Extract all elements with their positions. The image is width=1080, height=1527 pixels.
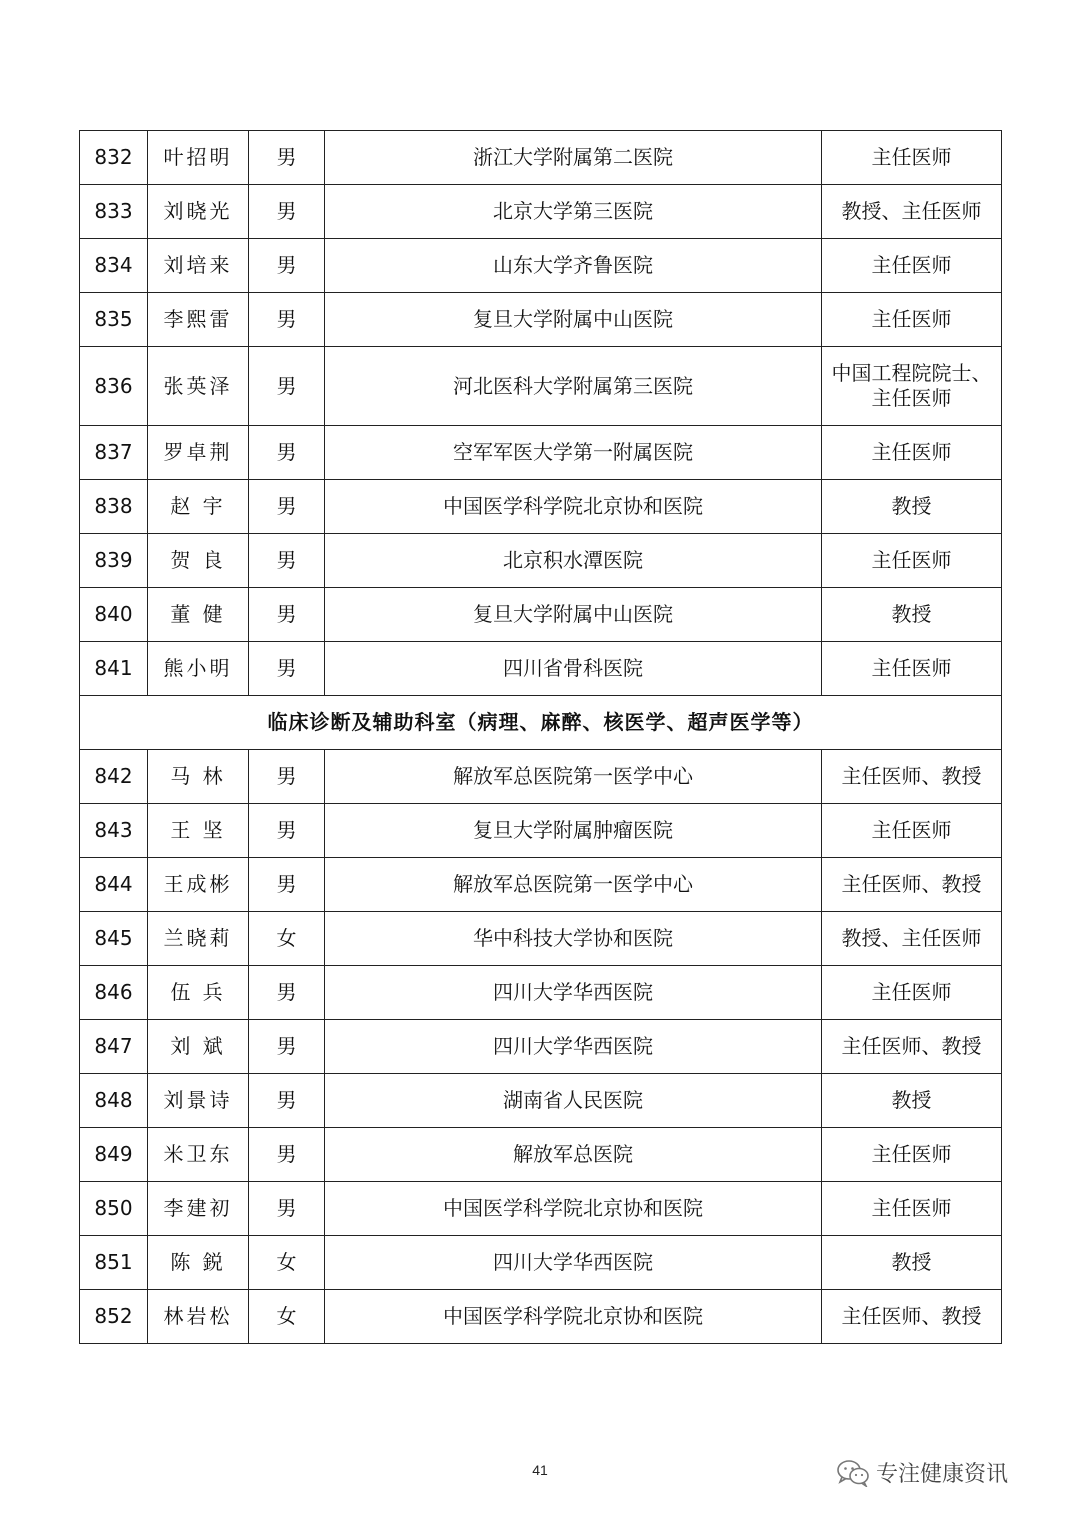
cell-number: 838 bbox=[80, 480, 148, 534]
table-row bbox=[80, 642, 1002, 696]
cell-name: 李建初 bbox=[148, 1182, 249, 1236]
cell-gender: 女 bbox=[249, 1290, 325, 1344]
cell-name: 赵 宇 bbox=[148, 480, 249, 534]
table-row bbox=[80, 131, 1002, 185]
table-row bbox=[80, 912, 1002, 966]
cell-gender: 男 bbox=[249, 239, 325, 293]
cell-number: 834 bbox=[80, 239, 148, 293]
table-row bbox=[80, 1074, 1002, 1128]
table-row bbox=[80, 1020, 1002, 1074]
cell-name: 王成彬 bbox=[148, 858, 249, 912]
cell-title: 主任医师、教授 bbox=[822, 1020, 1002, 1074]
cell-number: 845 bbox=[80, 912, 148, 966]
cell-hospital: 四川省骨科医院 bbox=[325, 642, 822, 696]
cell-name: 陈 鋭 bbox=[148, 1236, 249, 1290]
cell-name: 罗卓荆 bbox=[148, 426, 249, 480]
cell-title: 主任医师 bbox=[822, 1128, 1002, 1182]
cell-hospital: 四川大学华西医院 bbox=[325, 1236, 822, 1290]
table-row bbox=[80, 588, 1002, 642]
cell-hospital: 解放军总医院第一医学中心 bbox=[325, 750, 822, 804]
cell-gender: 男 bbox=[249, 426, 325, 480]
doctor-list-table bbox=[79, 130, 1002, 1344]
table-row bbox=[80, 426, 1002, 480]
cell-name: 刘 斌 bbox=[148, 1020, 249, 1074]
cell-hospital: 复旦大学附属中山医院 bbox=[325, 293, 822, 347]
cell-title: 教授 bbox=[822, 1236, 1002, 1290]
cell-gender: 女 bbox=[249, 912, 325, 966]
cell-title: 主任医师、教授 bbox=[822, 1290, 1002, 1344]
table-row bbox=[80, 1236, 1002, 1290]
cell-hospital: 中国医学科学院北京协和医院 bbox=[325, 1290, 822, 1344]
page-number: 41 bbox=[532, 1462, 548, 1478]
cell-title: 主任医师 bbox=[822, 804, 1002, 858]
cell-gender: 男 bbox=[249, 966, 325, 1020]
cell-gender: 男 bbox=[249, 1020, 325, 1074]
cell-number: 842 bbox=[80, 750, 148, 804]
cell-number: 837 bbox=[80, 426, 148, 480]
table-row bbox=[80, 480, 1002, 534]
cell-title: 主任医师、教授 bbox=[822, 858, 1002, 912]
cell-name: 刘景诗 bbox=[148, 1074, 249, 1128]
cell-name: 米卫东 bbox=[148, 1128, 249, 1182]
table-row bbox=[80, 534, 1002, 588]
cell-name: 贺 良 bbox=[148, 534, 249, 588]
cell-gender: 男 bbox=[249, 185, 325, 239]
cell-number: 848 bbox=[80, 1074, 148, 1128]
cell-gender: 男 bbox=[249, 480, 325, 534]
cell-name: 叶招明 bbox=[148, 131, 249, 185]
cell-number: 843 bbox=[80, 804, 148, 858]
cell-gender: 男 bbox=[249, 293, 325, 347]
cell-number: 832 bbox=[80, 131, 148, 185]
cell-hospital: 解放军总医院第一医学中心 bbox=[325, 858, 822, 912]
watermark-text: 专注健康资讯 bbox=[876, 1462, 1009, 1487]
table-row bbox=[80, 750, 1002, 804]
cell-hospital: 中国医学科学院北京协和医院 bbox=[325, 1182, 822, 1236]
cell-name: 熊小明 bbox=[148, 642, 249, 696]
cell-number: 839 bbox=[80, 534, 148, 588]
table-row bbox=[80, 1182, 1002, 1236]
section-header-row bbox=[80, 696, 1002, 750]
table-row bbox=[80, 239, 1002, 293]
cell-title: 教授 bbox=[822, 588, 1002, 642]
cell-number: 841 bbox=[80, 642, 148, 696]
cell-number: 844 bbox=[80, 858, 148, 912]
cell-hospital: 北京大学第三医院 bbox=[325, 185, 822, 239]
cell-name: 兰晓莉 bbox=[148, 912, 249, 966]
table-row bbox=[80, 804, 1002, 858]
table-row bbox=[80, 185, 1002, 239]
cell-gender: 女 bbox=[249, 1236, 325, 1290]
cell-name: 马 林 bbox=[148, 750, 249, 804]
cell-name: 董 健 bbox=[148, 588, 249, 642]
cell-title: 教授、主任医师 bbox=[822, 185, 1002, 239]
cell-gender: 男 bbox=[249, 750, 325, 804]
cell-hospital: 浙江大学附属第二医院 bbox=[325, 131, 822, 185]
cell-title: 中国工程院院士、主任医师 bbox=[822, 347, 1002, 426]
cell-number: 833 bbox=[80, 185, 148, 239]
watermark bbox=[836, 1457, 1008, 1488]
cell-title: 教授 bbox=[822, 480, 1002, 534]
cell-hospital: 北京积水潭医院 bbox=[325, 534, 822, 588]
cell-title: 主任医师、教授 bbox=[822, 750, 1002, 804]
cell-hospital: 四川大学华西医院 bbox=[325, 966, 822, 1020]
cell-name: 王 坚 bbox=[148, 804, 249, 858]
cell-hospital: 解放军总医院 bbox=[325, 1128, 822, 1182]
cell-title: 主任医师 bbox=[822, 426, 1002, 480]
cell-gender: 男 bbox=[249, 804, 325, 858]
cell-title: 主任医师 bbox=[822, 534, 1002, 588]
cell-title: 主任医师 bbox=[822, 131, 1002, 185]
cell-gender: 男 bbox=[249, 858, 325, 912]
table-row bbox=[80, 1290, 1002, 1344]
cell-hospital: 山东大学齐鲁医院 bbox=[325, 239, 822, 293]
cell-gender: 男 bbox=[249, 347, 325, 426]
cell-title: 主任医师 bbox=[822, 1182, 1002, 1236]
cell-number: 847 bbox=[80, 1020, 148, 1074]
cell-gender: 男 bbox=[249, 1074, 325, 1128]
table-row bbox=[80, 858, 1002, 912]
wechat-icon bbox=[836, 1459, 870, 1487]
table-body bbox=[80, 131, 1002, 1344]
cell-hospital: 复旦大学附属肿瘤医院 bbox=[325, 804, 822, 858]
cell-title: 主任医师 bbox=[822, 966, 1002, 1020]
table-row bbox=[80, 1128, 1002, 1182]
cell-number: 851 bbox=[80, 1236, 148, 1290]
cell-title: 主任医师 bbox=[822, 239, 1002, 293]
cell-number: 850 bbox=[80, 1182, 148, 1236]
cell-name: 刘培来 bbox=[148, 239, 249, 293]
cell-gender: 男 bbox=[249, 1128, 325, 1182]
section-header: 临床诊断及辅助科室（病理、麻醉、核医学、超声医学等） bbox=[80, 696, 1002, 750]
cell-hospital: 四川大学华西医院 bbox=[325, 1020, 822, 1074]
cell-hospital: 华中科技大学协和医院 bbox=[325, 912, 822, 966]
cell-hospital: 湖南省人民医院 bbox=[325, 1074, 822, 1128]
cell-title: 主任医师 bbox=[822, 642, 1002, 696]
cell-hospital: 中国医学科学院北京协和医院 bbox=[325, 480, 822, 534]
cell-gender: 男 bbox=[249, 642, 325, 696]
cell-title: 教授 bbox=[822, 1074, 1002, 1128]
cell-number: 836 bbox=[80, 347, 148, 426]
cell-number: 849 bbox=[80, 1128, 148, 1182]
cell-title: 主任医师 bbox=[822, 293, 1002, 347]
cell-number: 852 bbox=[80, 1290, 148, 1344]
cell-gender: 男 bbox=[249, 1182, 325, 1236]
cell-number: 835 bbox=[80, 293, 148, 347]
cell-gender: 男 bbox=[249, 534, 325, 588]
cell-name: 李熙雷 bbox=[148, 293, 249, 347]
cell-name: 刘晓光 bbox=[148, 185, 249, 239]
cell-gender: 男 bbox=[249, 588, 325, 642]
table-row bbox=[80, 293, 1002, 347]
table-row bbox=[80, 347, 1002, 426]
cell-hospital: 河北医科大学附属第三医院 bbox=[325, 347, 822, 426]
cell-title: 教授、主任医师 bbox=[822, 912, 1002, 966]
cell-name: 张英泽 bbox=[148, 347, 249, 426]
cell-number: 840 bbox=[80, 588, 148, 642]
cell-name: 林岩松 bbox=[148, 1290, 249, 1344]
cell-hospital: 空军军医大学第一附属医院 bbox=[325, 426, 822, 480]
cell-number: 846 bbox=[80, 966, 148, 1020]
cell-gender: 男 bbox=[249, 131, 325, 185]
cell-name: 伍 兵 bbox=[148, 966, 249, 1020]
cell-hospital: 复旦大学附属中山医院 bbox=[325, 588, 822, 642]
table-row bbox=[80, 966, 1002, 1020]
